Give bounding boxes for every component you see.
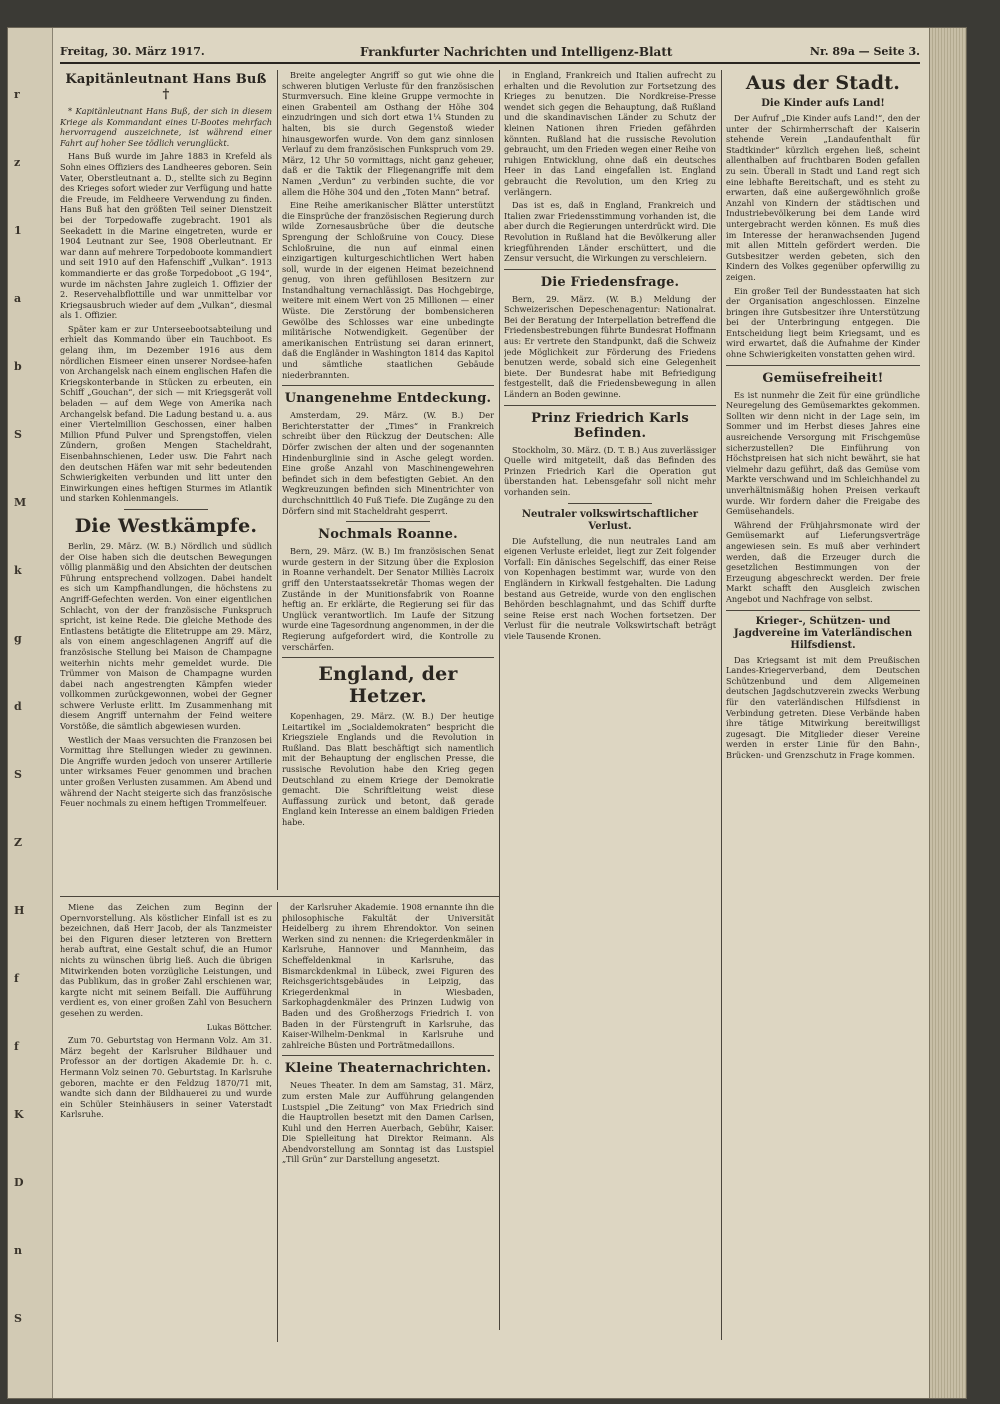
adjacent-page-glyph: D: [14, 1176, 24, 1189]
page-content: [60, 42, 920, 1165]
column-4: [726, 70, 920, 1340]
feuilleton-column-1: [60, 902, 272, 1342]
paragraph: Hans Buß wurde im Jahre 1883 in Krefeld als Sohn eines Offiziers des Landheeres geboren. Sein Vater, Oberstleutnant a. D., stellte sich zu Beginn des Krieges sofort wieder zur Verfügung und hatte die Freude, im Feldheere Verwendung zu finden. Hans Buß hat den größten Teil seiner Dienstzeit bei der Torpedowaffe zugebracht. 1901 als Seekadett in die Marine eingetreten, wurde er 1904 Leutnant zur See, 1908 Oberleutnant. Er war dann auf mehrere Torpedoboote kommandiert und seit 1910 auf den Hafenschiff „Vulkan“. 1913 kommandierte er das große Torpedoboot „G 194“, wurde im nächsten Jahre zugleich 1. Offizier der 2. Reservehalbflottille und war unmittelbar vor Kriegsausbruch wieder auf dem „Vulkan“, diesmal als 1. Offizier.: [60, 151, 272, 321]
adjacent-page-glyph: f: [14, 972, 19, 985]
adjacent-page-glyph: g: [14, 632, 22, 645]
paragraph: Es ist nunmehr die Zeit für eine gründliche Neuregelung des Gemüsemarktes gekommen. Sollten wir denn nicht in der Lage sein, im Sommer und im Herbst dieses Jahres eine ausreichende Versorgung mit Frischgemüse sicherzustellen? Die Einführung von Höchstpreisen hat sich nicht bewährt, sie hat vielmehr dazu geführt, daß das Gemüse vom Markte verschwand und im Schleichhandel zu unverhältnismäßig hohen Preisen verkauft wurde. Wir fordern daher die Freigabe des Gemüsehandels.: [726, 389, 920, 517]
author-signature: Lukas Böttcher.: [206, 1021, 272, 1032]
adjacent-page-glyph: b: [14, 360, 22, 373]
article-title-verlust: Neutraler volkswirtschaftlicher Verlust.: [521, 508, 699, 532]
adjacent-page-glyph: n: [14, 1244, 22, 1257]
paragraph: Breite angelegter Angriff so gut wie ohne die schweren blutigen Verluste für den französischen Sturmversuch. Eine kleine Gruppe vermochte in einen Grabenteil am Osthang der Höhe 304 einzudringen und sich dort etwa 1¼ Stunden zu halten, bis sie durch Gegenstoß wieder hinausgeworfen wurde. Von dem ganz sinnlosen Verlauf zu dem französischen Funkspruch vom 29. März, 12 Uhr 50 vormittags, nicht ganz geheuer, daß er die Taktik der Fliegenangriffe mit dem Namen „Verdun“ zu verbinden suchte, die vor allem die Höhe 304 und den „Toten Mann“ betraf.: [282, 70, 494, 197]
feuilleton-rule: [60, 896, 499, 897]
divider: [726, 610, 920, 611]
paragraph: der Karlsruher Akademie. 1908 ernannte ihn die philosophische Fakultät der Universität Heidelberg zu ihrem Ehrendoktor. Von seinen Werken sind zu nennen: die Kriegerdenkmäler in Karlsruhe, Hannover und Mannheim, das Scheffeldenkmal in Karlsruhe, das Bismarckdenkmal in Lübeck, zwei Figuren des Reichsgerichtsgebäudes in Leipzig, das Kriegerdenkmal in Wiesbaden, Sarkophagdenkmäler des Prinzen Ludwig von Baden und des Großherzogs Friedrich I. von Baden in der Fürstengruft in Karlsruhe, das Kaiser-Wilhelm-Denkmal in Karlsruhe und zahlreiche Büsten und Porträtmedaillons.: [282, 902, 494, 1050]
paragraph: Kopenhagen, 29. März. (W. B.) Der heutige Leitartikel im „Socialdemokraten“ bespricht die Kriegsziele Englands und die Revolution in Rußland. Das Blatt beschäftigt sich namentlich mit der Behauptung der englischen Presse, die russische Revolution habe den Krieg gegen Deutschland zu einem Kriege der Demokratie gemacht. Die Schriftleitung weist diese Auffassung zurück und betont, daß gerade England kein Interesse an einem baldigen Frieden habe.: [282, 711, 494, 828]
column-rule: [721, 70, 722, 1340]
paragraph: Bern, 29. März. (W. B.) Im französischen Senat wurde gestern in der Sitzung über die Explosion in Roanne verhandelt. Der Senator Milliès Lacroix griff den Unterstaatssekretär Thomas wegen der Zustände in der Munitionsfabrik von Roanne heftig an. Er erklärte, die Regierung sei für das Unglück verantwortlich. Im Laufe der Sitzung wurde eine Tagesordnung angenommen, in der die Regierung aufgefordert wird, die Kontrolle zu verschärfen.: [282, 546, 494, 652]
paragraph: Stockholm, 30. März. (D. T. B.) Aus zuverlässiger Quelle wird mitgeteilt, daß das Befinden des Prinzen Friedrich Karl die Operation gut überstanden hat. Lebensgefahr soll nicht mehr vorhanden sein.: [504, 444, 716, 497]
adjacent-page-strip: [8, 28, 53, 1398]
adjacent-page-glyph: S: [14, 1312, 22, 1325]
column-1: [60, 70, 272, 890]
adjacent-page-glyph: M: [14, 496, 27, 509]
adjacent-page-glyph: 1: [14, 224, 22, 237]
article-title-entdeckung: Unangenehme Entdeckung.: [284, 391, 492, 407]
feuilleton-column-2: [282, 902, 494, 1342]
paragraph: Berlin, 29. März. (W. B.) Nördlich und südlich der Oise haben sich die deutschen Bewegungen völlig planmäßig und den Absichten der deutschen Führung entsprechend vollzogen. Dabei handelt es sich um Kampfhandlungen, die höchstens zu Angriff-Gefechten werden. Von einer eigentlichen Schlacht, von der der französische Funkspruch spricht, ist keine Rede. Die gleiche Methode des Entlastens betätigte die Elitetruppe am 29. März, als von einem angeschlagenen Angriff auf die französische Stellung bei Maison de Champagne weiterhin nichts mehr gemeldet wurde. Die Trümmer von Maison de Champagne wurden dabei nach angestrengten Kämpfen wieder vollkommen zurückgewonnen, wobei der Gegner schwere Verluste erlitt. Im Zusammenhang mit diesem Angriff unternahm der Feind weitere Vorstöße, die sämtlich abgewiesen wurden.: [60, 540, 272, 732]
article-title-friedensfrage: Die Friedensfrage.: [540, 274, 680, 290]
section-title-stadt: Aus der Stadt.: [745, 72, 901, 94]
divider: [282, 385, 494, 386]
divider: [726, 365, 920, 366]
article-intro: * Kapitänleutnant Hans Buß, der sich in diesem Kriege als Kommandant eines U-Bootes mehrfach hervorragend auszeichnete, ist während einer Fahrt auf hoher See tödlich verunglückt.: [60, 106, 272, 148]
adjacent-page-glyph: S: [14, 768, 22, 781]
paragraph: in England, Frankreich und Italien aufrecht zu erhalten und die Revolution zur Fortsetzung des Krieges zu benutzen. Die Nordkreise-Presse wendet sich gegen die Behauptung, daß Rußland und die skandinavischen Länder zu Schutz der kleinen Nationen ihren Frieden gefährden könnten. Rußland hat die russische Revolution gebraucht, um den Frieden wegen einer Reihe von ruhigen Entwicklung, ohne daß ein deutsches Heer in das Land eingefallen ist. England gebraucht die Revolution, um den Krieg zu verlängern.: [504, 70, 716, 197]
paragraph: Die Aufstellung, die nun neutrales Land am eigenen Verluste erleidet, liegt zur Zeit folgender Vorfall: Ein dänisches Segelschiff, das einer Reise von Kopenhagen bestimmt war, wurde von den Engländern in Kirkwall festgehalten. Die Ladung bestand aus Getreide, wurde von den englischen Behörden beschlagnahmt, und das Schiff durfte seine Reise erst nach Wochen fortsetzen. Der Verlust für die neutrale Volkswirtschaft beträgt viele Tausende Kronen.: [504, 535, 716, 641]
paragraph: Das ist es, daß in England, Frankreich und Italien zwar Friedensstimmung vorhanden ist, die aber durch die Regierungen unterdrückt wird. Die Revolution in Rußland hat die Bevölkerung aller kriegführenden Länder erschüttert, und die Zensur versucht, die Wirkungen zu verschleiern.: [504, 200, 716, 264]
adjacent-page-glyph: Z: [14, 836, 23, 849]
article-title-buss: Kapitänleutnant Hans Buß †: [65, 72, 267, 102]
divider: [568, 503, 653, 504]
newspaper-title: Frankfurter Nachrichten und Intelligenz-Blatt: [360, 45, 673, 59]
page-number: Nr. 89a — Seite 3.: [809, 45, 920, 58]
adjacent-page-glyph: r: [14, 88, 20, 101]
divider: [282, 1055, 494, 1056]
article-title-theater: Kleine Theaternachrichten.: [284, 1061, 492, 1077]
paragraph: Miene das Zeichen zum Beginn der Opernvorstellung. Als köstlicher Einfall ist es zu bezeichnen, daß Herr Jacob, der als Tanzmeister bei den Figuren dieser letzteren von Brettern herab auftrat, eine Gestalt schuf, die an Humor nichts zu wünschen übrig ließ. Auch die übrigen Mitwirkenden boten vorzügliche Leistungen, und das Publikum, das in großer Zahl erschienen war, kargte nicht mit seinem Beifall. Die Aufführung verdient es, von einer großen Zahl von Besuchern gesehen zu werden.: [60, 902, 272, 1018]
divider: [504, 269, 716, 270]
paragraph: Das Kriegsamt ist mit dem Preußischen Landes-Kriegerverband, dem Deutschen Schützenbund und dem Allgemeinen deutschen Jagdschutzverein zwecks Werbung für den vaterländischen Hilfsdienst in Verbindung getreten. Diese Verbände haben ihre tätige Mitwirkung bereitwilligst zugesagt. Die Mitglieder dieser Vereine werden in erster Linie für den Bahn-, Brücken- und Grenzschutz in Frage kommen.: [726, 654, 920, 760]
adjacent-page-glyph: f: [14, 1040, 19, 1053]
paragraph: Amsterdam, 29. März. (W. B.) Der Berichterstatter der „Times“ in Frankreich schreibt über den Rückzug der Deutschen: Alle Dörfer zwischen der alten und der sogenannten Hindenburglinie sind in Asche gelegt worden. Eine große Anzahl von Maschinengewehren befindet sich in dem befestigten Gebiet. An den Wegkreuzungen befinden sich Minentrichter von durchschnittlich 40 Fuß Tiefe. Die Zugänge zu den Dörfern sind mit Stacheldraht gesperrt.: [282, 410, 494, 516]
divider: [282, 657, 494, 658]
column-2: [282, 70, 494, 890]
paragraph: Zum 70. Geburtstag von Hermann Volz. Am 31. März begeht der Karlsruher Bildhauer und Professor an der dortigen Akademie Dr. h. c. Hermann Volz seinen 70. Geburtstag. In Karlsruhe geboren, machte er den Feldzug 1870/71 mit, wandte sich dann der Bildhauerei zu und wurde ein Schüler Steinhäusers in seiner Vaterstadt Karlsruhe.: [60, 1035, 272, 1120]
paragraph: Neues Theater. In dem am Samstag, 31. März, zum ersten Male zur Aufführung gelangenden Lustspiel „Die Zeitung“ von Max Friedrich sind die Hauptrollen besetzt mit den Damen Carlsen, Kuhl und den Herren Auerbach, Gebühr, Kaiser. Die Spielleitung hat Direktor Reimann. Als Abendvorstellung am Sonntag ist das Lustspiel „Till Grün“ zur Darstellung angesetzt.: [282, 1080, 494, 1165]
divider: [346, 521, 431, 522]
paragraph: Bern, 29. März. (W. B.) Meldung der Schweizerischen Depeschenagentur: Nationalrat. Bei der Beratung der Interpellation betreffend die Friedensbestrebungen führte Bundesrat Hoffmann aus: Er vertrete den Standpunkt, daß die Schweiz jede Möglichkeit zur Förderung des Friedens benutzen werde, sobald sich eine Gelegenheit biete. Der Bundesrat habe mit Befriedigung festgestellt, daß die Friedensbewegung in allen Ländern an Boden gewinne.: [504, 293, 716, 400]
article-title-kinder: Die Kinder aufs Land!: [761, 98, 885, 109]
paragraph: Eine Reihe amerikanischer Blätter unterstützt die Einsprüche der französischen Regierung durch wilde Zornesausbrüche über die deutsche Sprengung der Schloßruine von Coucy. Diese Schloßruine, die nun auf einmal einen einzigartigen kulturgeschichtlichen Wert haben soll, wurde in der eigenen Heimat bezeichnend genug, von ihren gefühllosen Besitzern zur Instandhaltung vernachlässigt. Das Hochgebirge, weitere mit einem Wert von 25 Millionen — einer Wüste. Die Zerstörung der bombensicheren Gewölbe des Schlosses war eine unbedingte militärische Notwendigkeit. Gegenüber der amerikanischen Entrüstung sei daran erinnert, daß die Engländer in Washington 1814 das Kapitol und sämtliche staatlichen Gebäude niederbrannten.: [282, 200, 494, 380]
article-title-roanne: Nochmals Roanne.: [318, 527, 458, 543]
paragraph: Später kam er zur Unterseebootsabteilung und erhielt das Kommando über ein Tauchboot. Es gelang ihm, im Dezember 1916 aus dem nördlichen Eismeer einen unserer Nordsee-hafen von Archangelsk nach einem englischen Hafen die Kriegskonterbande in Stücken zu erbeuten, ein Schiff „Gouchan“, der sich — mit Kriegsgerät voll beladen — auf dem Wege von Amerika nach Archangelsk befand. Die Ladung bestand u. a. aus einer Viertelmillion Geschossen, einer halben Million Pfund Pulver und Sprengstoffen, vielen Zündern, großen Mengen Stacheldraht, Eisenbahnschienen, Leder usw. Die Fahrt nach den deutschen Häfen war mit sehr bedeutenden Schwierigkeiten verbunden und litt unter den Einwirkungen eines heftigen Sturmes im Atlantik und starken Kohlenmangels.: [60, 323, 272, 504]
adjacent-page-glyph: k: [14, 564, 22, 577]
article-title-england: England, der Hetzer.: [318, 663, 458, 708]
paragraph: Der Aufruf „Die Kinder aufs Land!“, den der unter der Schirmherrschaft der Kaiserin stehende Verein „Landaufenthalt für Stadtkinder“ kürzlich ergehen ließ, scheint allenthalben auf fruchtbaren Boden gefallen zu sein. Überall in Stadt und Land regt sich eine lebhafte Bereitschaft, und es steht zu erwarten, daß eine außergewöhnlich große Anzahl von Kindern der städtischen und Industriebevölkerung bei dem Lande wird untergebracht werden können. Es muß dies im Interesse der heranwachsenden Jugend mit allen Mitteln gefördert werden. Die Gutsbesitzer werden gebeten, sich den Kindern des Volkes gegenüber opferwillig zu zeigen.: [726, 113, 920, 282]
adjacent-page-glyph: a: [14, 292, 22, 305]
column-rule: [277, 70, 278, 890]
adjacent-page-glyph: z: [14, 156, 21, 169]
column-rule: [499, 70, 500, 1330]
article-title-vereine: Krieger-, Schützen- und Jagdvereine im Vaterländischen Hilfsdienst.: [733, 615, 913, 651]
adjacent-page-glyph: H: [14, 904, 25, 917]
paragraph: Westlich der Maas versuchten die Franzosen bei Vormittag ihre Stellungen wieder zu gewinnen. Die Angriffe wurden jedoch von unserer Artillerie unter wirksames Feuer genommen und brachen unter großen Verlusten zusammen. Am Abend und während der Nacht steigerte sich das französische Feuer nochmals zu einem heftigen Trommelfeuer.: [60, 734, 272, 809]
divider: [504, 405, 716, 406]
adjacent-page-glyph: K: [14, 1108, 24, 1121]
paragraph: Ein großer Teil der Bundesstaaten hat sich der Organisation angeschlossen. Einzelne bringen ihre Gutsbesitzer ihre Unterstützung bei der Unterbringung entgegen. Die Entscheidung liegt beim Kriegsamt, und es wird erwartet, daß die Aufnahme der Kinder ohne Schwierigkeiten vonstatten gehen wird.: [726, 285, 920, 360]
masthead: [60, 42, 920, 64]
column-3: [504, 70, 716, 1340]
issue-date: Freitag, 30. März 1917.: [60, 45, 205, 58]
article-title-westkaempfe: Die Westkämpfe.: [74, 514, 258, 537]
book-edge: [929, 28, 966, 1398]
article-title-gemuese: Gemüsefreiheit!: [762, 370, 884, 386]
column-rule: [277, 902, 278, 1342]
adjacent-page-glyph: S: [14, 428, 22, 441]
divider: [124, 509, 209, 510]
paragraph: Während der Frühjahrsmonate wird der Gemüsemarkt auf Lieferungsverträge angewiesen sein. Es muß aber verhindert werden, daß die Erzeuger durch die gesetzlichen Bestimmungen von der Erzeugung abgeschreckt werden. Der freie Markt schafft den Ausgleich zwischen Angebot und Nachfrage von selbst.: [726, 519, 920, 604]
adjacent-page-glyph: d: [14, 700, 22, 713]
article-title-prinz: Prinz Friedrich Karls Befinden.: [531, 410, 689, 441]
newspaper-page: [8, 28, 966, 1398]
